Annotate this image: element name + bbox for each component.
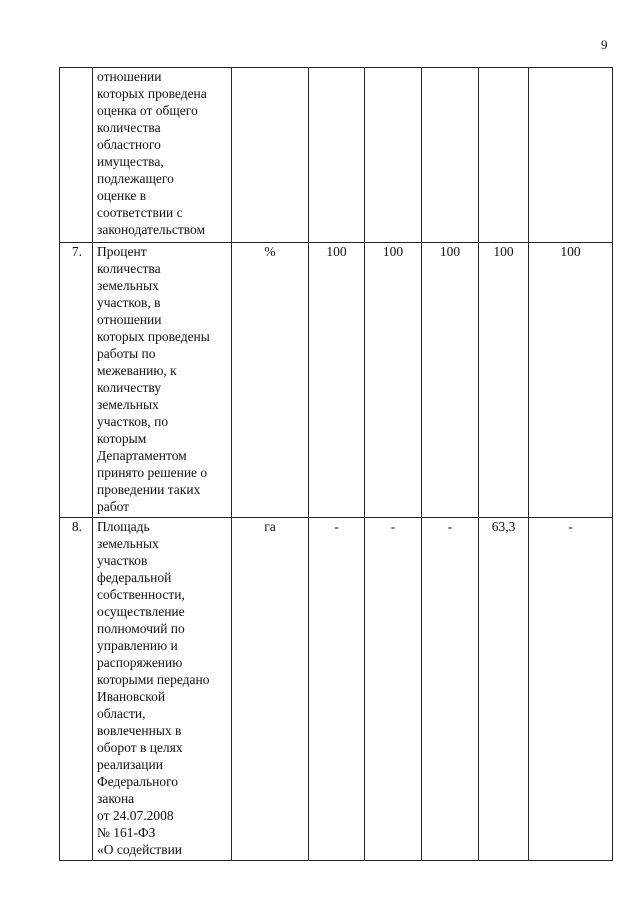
value-cell: - — [309, 518, 365, 861]
indicator-name-line: собственности, — [97, 587, 185, 602]
table-row — [60, 68, 613, 243]
indicator-name-line: полномочий по — [97, 621, 185, 636]
table-body — [60, 68, 613, 861]
indicator-name-line: работ — [97, 499, 130, 514]
indicator-name-line: отношении — [97, 69, 162, 84]
row-number — [60, 68, 93, 243]
indicator-name-line: земельных — [97, 536, 159, 551]
indicator-name-line: оборот в целях — [97, 740, 183, 755]
indicator-name-line: закона — [97, 791, 135, 806]
indicator-name-line: которыми передано — [97, 672, 210, 687]
indicator-name-line: оценка от общего — [97, 103, 198, 118]
indicator-name-line: Ивановской — [97, 689, 166, 704]
row-number: 7. — [60, 243, 93, 518]
indicator-name-line: которых проведена — [97, 86, 207, 101]
value-cell: 63,3 — [479, 518, 529, 861]
value-cell: - — [529, 518, 613, 861]
table-row — [60, 243, 613, 518]
indicator-name-line: участков, в — [97, 295, 161, 310]
indicator-name-line: осуществление — [97, 604, 185, 619]
indicator-name-line: земельных — [97, 397, 159, 412]
unit-cell: га — [232, 518, 309, 861]
table-row — [60, 518, 613, 861]
indicator-name-line: реализации — [97, 757, 163, 772]
indicator-name-line: «О содействии — [97, 842, 183, 857]
indicator-name-line: законодательством — [97, 222, 206, 237]
indicator-name-line: принято решение о — [97, 465, 208, 480]
indicator-name-line: земельных — [97, 278, 159, 293]
indicator-name-line: области, — [97, 706, 146, 721]
value-cell — [479, 68, 529, 243]
value-cell — [309, 68, 365, 243]
value-cell — [365, 68, 422, 243]
indicator-name-line: от 24.07.2008 — [97, 808, 174, 823]
indicators-table — [59, 67, 613, 861]
indicator-name-line: Площадь — [97, 519, 150, 534]
unit-cell — [232, 68, 309, 243]
value-cell: - — [365, 518, 422, 861]
row-number: 8. — [60, 518, 93, 861]
indicator-name — [93, 68, 232, 243]
value-cell: 100 — [309, 243, 365, 518]
indicator-name — [93, 518, 232, 861]
value-cell: 100 — [365, 243, 422, 518]
indicator-name-line: оценке в — [97, 188, 147, 203]
indicator-name-line: количества — [97, 261, 161, 276]
value-cell: 100 — [529, 243, 613, 518]
indicator-name-line: подлежащего — [97, 171, 174, 186]
indicator-name-line: Процент — [97, 244, 147, 259]
indicator-name-line: федеральной — [97, 570, 172, 585]
indicator-name-line: которых проведены — [97, 329, 210, 344]
indicator-name-line: работы по — [97, 346, 156, 361]
value-cell: 100 — [479, 243, 529, 518]
page-number: 9 — [601, 37, 608, 52]
indicator-name-line: имущества, — [97, 154, 164, 169]
indicator-name-line: Федерального — [97, 774, 179, 789]
indicator-name — [93, 243, 232, 518]
indicator-name-line: отношении — [97, 312, 162, 327]
indicator-name-line: межеванию, к — [97, 363, 177, 378]
indicator-name-line: соответствии с — [97, 205, 183, 220]
value-cell: 100 — [422, 243, 479, 518]
indicator-name-line: которым — [97, 431, 147, 446]
value-cell: - — [422, 518, 479, 861]
indicator-name-line: участков — [97, 553, 148, 568]
unit-cell: % — [232, 243, 309, 518]
indicator-name-line: Департаментом — [97, 448, 187, 463]
indicator-name-line: № 161-ФЗ — [97, 825, 156, 840]
indicator-name-line: проведении таких — [97, 482, 201, 497]
value-cell — [529, 68, 613, 243]
indicator-name-line: количества — [97, 120, 161, 135]
indicator-name-line: управлению и — [97, 638, 178, 653]
indicator-name-line: количеству — [97, 380, 162, 395]
indicator-name-line: областного — [97, 137, 161, 152]
indicator-name-line: вовлеченных в — [97, 723, 182, 738]
indicator-name-line: распоряжению — [97, 655, 183, 670]
value-cell — [422, 68, 479, 243]
indicator-name-line: участков, по — [97, 414, 169, 429]
